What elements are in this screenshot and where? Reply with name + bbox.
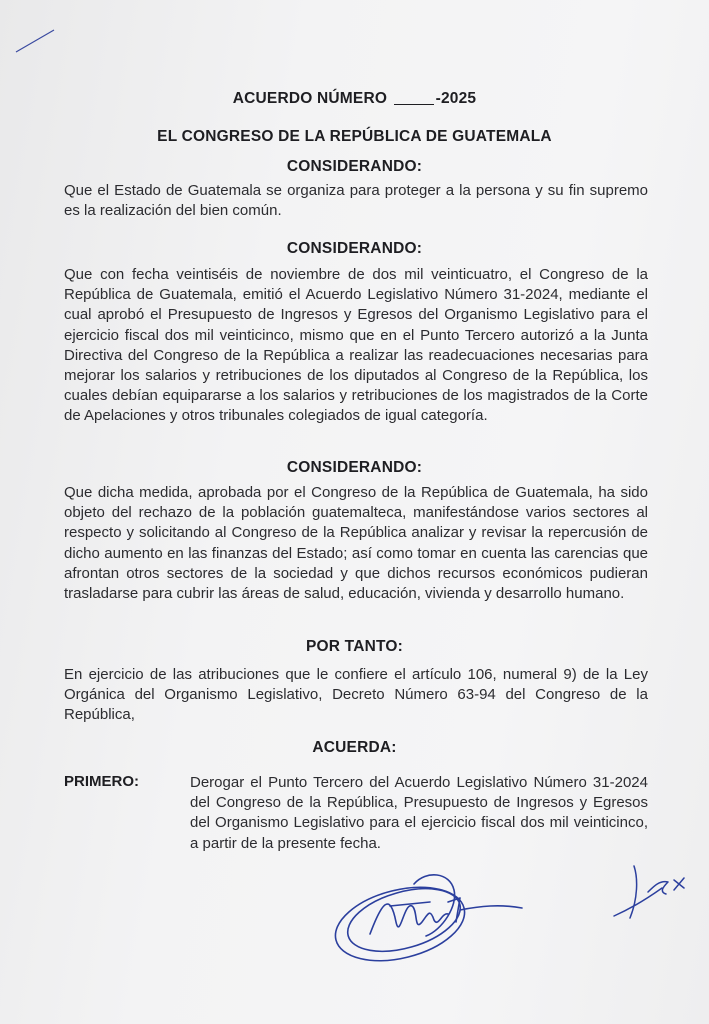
institution-heading: EL CONGRESO DE LA REPÚBLICA DE GUATEMALA [157,128,552,145]
section-heading-2: CONSIDERANDO: [286,240,423,257]
section-heading-por-tanto: POR TANTO: [305,638,403,655]
corner-pen-mark [14,26,62,56]
section-heading-acuerda: ACUERDA: [312,739,397,756]
section-heading-3: CONSIDERANDO: [286,459,423,476]
agreement-title: ACUERDO NÚMERO -2025 [232,90,477,107]
article-label: PRIMERO: [64,773,139,790]
section-text-por-tanto: En ejercicio de las atribuciones que le confiere el artículo 106, numeral 9) de la Ley Orgánica del Organismo Legislativo, Decreto Número 63-94 del Congreso de la República, [64,666,648,724]
handwritten-signature [330,862,530,972]
handwritten-initials [604,858,694,928]
section-text-3: Que dicha medida, aprobada por el Congreso de la República de Guatemala, ha sido objeto del rechazo de la población guatemalteca, manifestándose varios sectores al respecto y solicitando al Congreso de la República analizar y revisar la repercusión de dicho aumento en las finanzas del Estado; así como tomar en cuenta las carencias que afrontan otros sectores de la sociedad y que dichos recursos económicos pudieran trasladarse para cubrir las áreas de salud, educación, vivienda y desarrollo humano. [64,484,648,603]
section-heading-1: CONSIDERANDO: [286,158,423,175]
section-text-2: Que con fecha veintiséis de noviembre de dos mil veinticuatro, el Congreso de la República de Guatemala, emitió el Acuerdo Legislativo Número 31-2024, mediante el cual aprobó el Presupuesto de Ingresos y Egresos del Organismo Legislativo para el ejercicio fiscal dos mil veinticinco, mismo que en el Punto Tercero autorizó a la Junta Directiva del Congreso de la República a realizar las readecuaciones necesarias para mejorar los salarios y retribuciones de los diputados al Congreso de la República, los cuales debían equipararse a los salarios y retribuciones de los magistrados de la Corte de Apelaciones y otros tribunales colegiados de igual categoría. [64,266,648,425]
article-text: Derogar el Punto Tercero del Acuerdo Legislativo Número 31-2024 del Congreso de la República, Presupuesto de Ingresos y Egresos del Organismo Legislativo para el ejercicio fiscal dos mil veinticinco, a partir de la presente fecha. [190,774,648,852]
section-text-1: Que el Estado de Guatemala se organiza para proteger a la persona y su fin supremo es la realización del bien común. [64,182,648,220]
number-blank [394,104,434,105]
